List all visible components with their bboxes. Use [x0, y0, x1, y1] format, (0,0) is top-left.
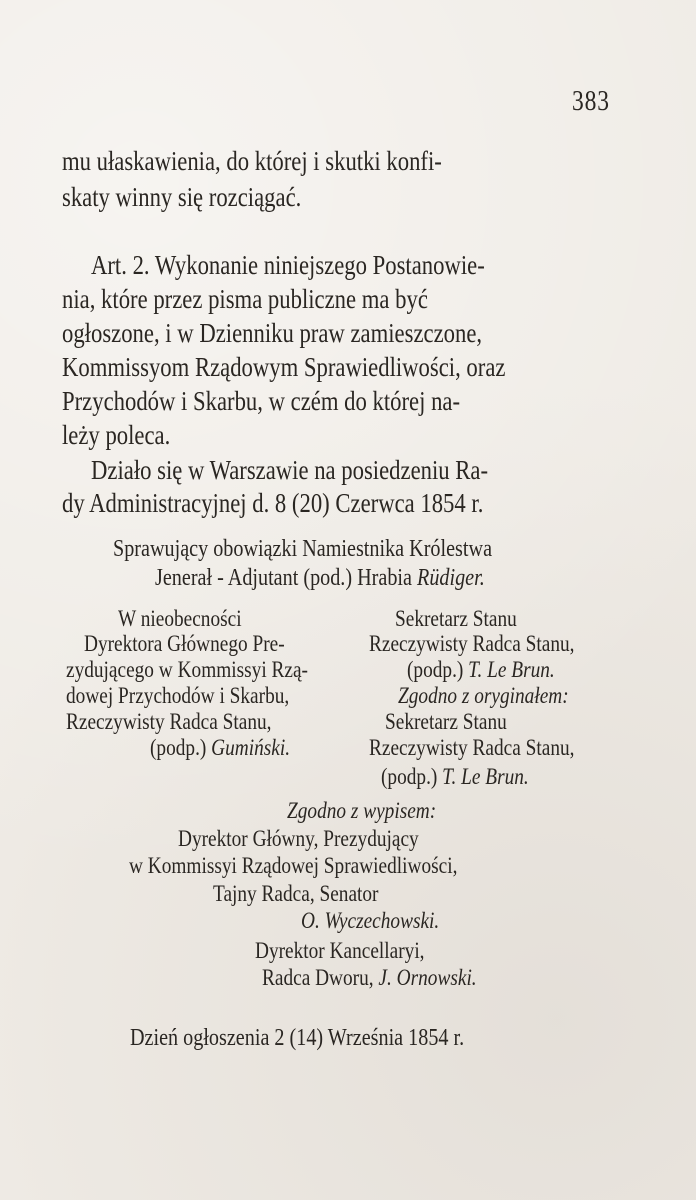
namiestnik-line-1: Sprawujący obowiązki Namiestnika Królestwa [113, 536, 493, 562]
certification-court-title: Radca Dworu, [262, 965, 374, 990]
right-column-line-1: Sekretarz Stanu [395, 606, 517, 631]
right-column-second-signer-name: T. Le Brun. [442, 764, 529, 789]
paragraph-1-line-2: skaty winny się rozciągać. [62, 182, 302, 212]
namiestnik-title: Jenerał - Adjutant (pod.) Hrabia [155, 565, 412, 591]
left-column-line-3: zydującego w Kommissyi Rzą- [66, 657, 308, 682]
paragraph-2-line-1: Art. 2. Wykonanie niniejszego Postanowie- [91, 250, 485, 280]
right-column-signer-name: T. Le Brun. [468, 657, 555, 682]
right-column-line-7 [381, 765, 529, 788]
paragraph-2-line-5: Przychodów i Skarbu, w czém do której na- [62, 386, 461, 416]
certification-line-6: Dyrektor Kancellaryi, [255, 938, 425, 963]
left-column-line-2: Dyrektora Głównego Pre- [84, 631, 285, 656]
right-column-second-signed-label: (podp.) [381, 764, 438, 789]
paragraph-1-line-1: mu ułaskawienia, do której i skutki konfi- [62, 146, 442, 176]
paragraph-3-line-2: dy Administracyjnej d. 8 (20) Czerwca 1854 r. [62, 488, 484, 518]
left-column-line-5: Rzeczywisty Radca Stanu, [66, 709, 272, 734]
right-column-line-5: Sekretarz Stanu [385, 709, 507, 734]
right-column-line-6: Rzeczywisty Radca Stanu, [369, 735, 575, 760]
certification-line-3: w Kommissyi Rządowej Sprawiedliwości, [129, 853, 458, 878]
certification-line-7 [262, 966, 477, 989]
left-column-signed-label: (podp.) [150, 735, 207, 760]
certification-second-signer-name: J. Ornowski. [378, 965, 477, 990]
certification-title: Zgodno z wypisem: [287, 798, 437, 823]
left-column-line-6 [150, 736, 290, 759]
certification-signer-name: O. Wyczechowski. [301, 908, 440, 933]
left-column-line-4: dowej Przychodów i Skarbu, [66, 683, 290, 708]
certification-line-4: Tajny Radca, Senator [213, 881, 379, 906]
page-number: 383 [572, 86, 610, 117]
paragraph-2-line-4: Kommissyom Rządowym Sprawiedliwości, oraz [62, 352, 506, 382]
paragraph-3-line-1: Działo się w Warszawie na posiedzeniu Ra- [91, 455, 489, 485]
paragraph-2-line-3: ogłoszone, i w Dzienniku praw zamieszczone, [62, 318, 483, 348]
left-column-line-1: W nieobecności [118, 606, 242, 631]
certification-line-2: Dyrektor Główny, Prezydujący [178, 826, 419, 851]
paragraph-2-line-6: leży poleca. [62, 420, 171, 450]
paragraph-2-line-2: nia, które przez pisma publiczne ma być [62, 284, 428, 314]
namiestnik-name: Rüdiger. [417, 565, 485, 591]
namiestnik-line-2 [155, 566, 485, 590]
right-column-original-note: Zgodno z oryginałem: [398, 683, 569, 708]
right-column-line-2: Rzeczywisty Radca Stanu, [369, 631, 575, 656]
right-column-line-3 [407, 658, 555, 681]
right-column-signed-label: (podp.) [407, 657, 464, 682]
left-column-signer-name: Gumiński. [211, 735, 291, 760]
publication-date: Dzień ogłoszenia 2 (14) Września 1854 r. [130, 1025, 465, 1051]
